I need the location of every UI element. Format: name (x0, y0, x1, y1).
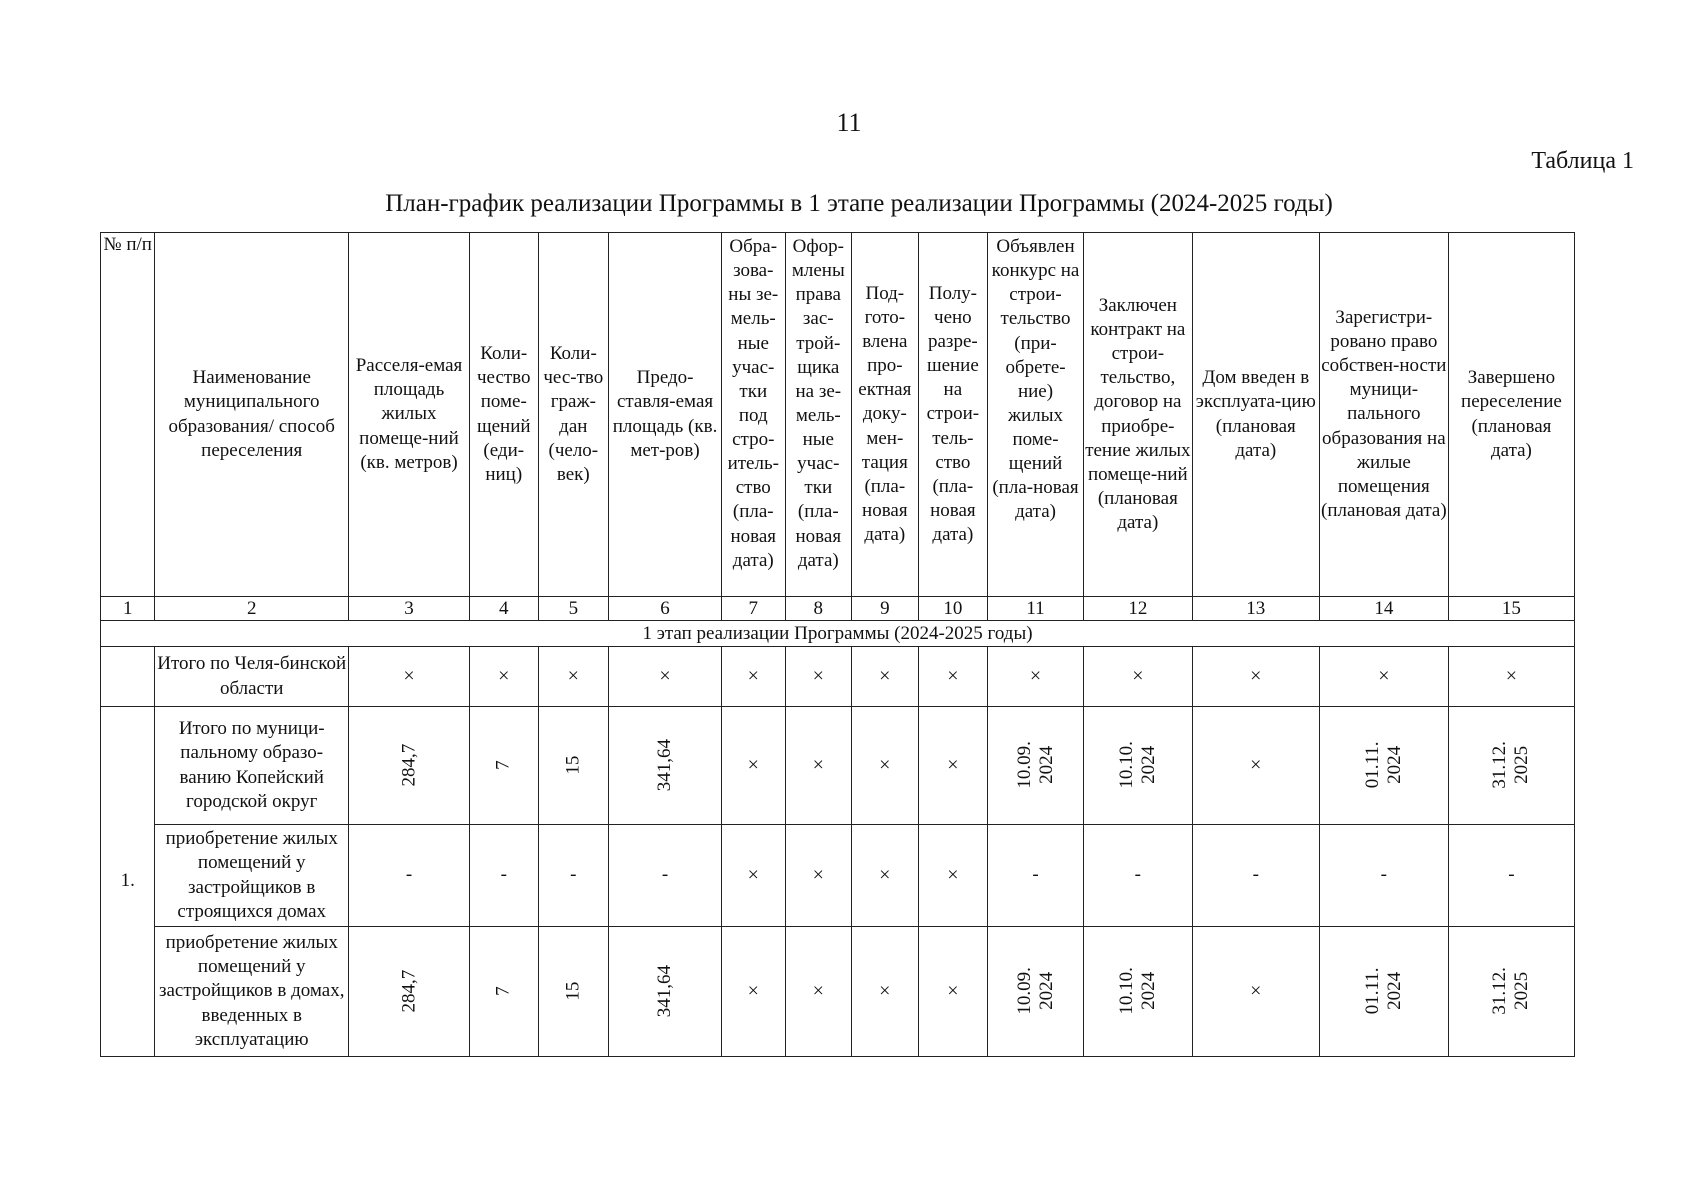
column-number: 4 (469, 597, 538, 621)
column-number: 3 (349, 597, 470, 621)
cell-value: - (1319, 825, 1448, 927)
cell-value: × (918, 825, 988, 927)
table-row (101, 647, 1575, 707)
row-name: Итого по муници-пальному образо-ванию Копейский городской округ (155, 707, 349, 825)
rotated-date: 10.10. 2024 (1116, 741, 1159, 789)
cell-value (609, 707, 722, 825)
cell-value: × (1192, 647, 1319, 707)
cell-value: × (349, 647, 470, 707)
cell-value: × (1192, 927, 1319, 1057)
cell-value (538, 707, 609, 825)
cell-value: - (988, 825, 1084, 927)
cell-value (1319, 927, 1448, 1057)
header-building-permit: Полу-чено разре-шение на строи-тель-ство (пла-новая дата) (918, 233, 988, 597)
cell-value: × (538, 647, 609, 707)
table-row (101, 707, 1575, 825)
column-number: 7 (722, 597, 786, 621)
column-number: 2 (155, 597, 349, 621)
cell-value (1448, 707, 1574, 825)
cell-value: × (918, 647, 988, 707)
cell-value: × (1083, 647, 1192, 707)
cell-value (1319, 707, 1448, 825)
cell-value (349, 707, 470, 825)
cell-value: × (785, 707, 852, 825)
column-number: 6 (609, 597, 722, 621)
plan-schedule-table (100, 232, 1575, 1057)
header-nr: № п/п (101, 233, 155, 597)
rotated-date: 10.09. 2024 (1013, 741, 1057, 789)
cell-value: × (852, 647, 919, 707)
cell-value: × (722, 647, 786, 707)
table-row (101, 825, 1575, 927)
cell-value: × (988, 647, 1084, 707)
row-name: приобретение жилых помещений у застройщиков в домах, введенных в эксплуатацию (155, 927, 349, 1057)
cell-value: × (785, 825, 852, 927)
stage-label: 1 этап реализации Программы (2024-2025 годы) (101, 621, 1575, 647)
cell-value (988, 707, 1084, 825)
cell-value: × (722, 707, 786, 825)
column-number: 13 (1192, 597, 1319, 621)
header-provided-area: Предо-ставля-емая площадь (кв. мет-ров) (609, 233, 722, 597)
header-project-docs: Под-гото-влена про-ектная доку-мен-тация (пла-новая дата) (852, 233, 919, 597)
cell-value (1448, 927, 1574, 1057)
cell-value: × (852, 927, 919, 1057)
column-number: 8 (785, 597, 852, 621)
cell-value (1083, 707, 1192, 825)
cell-value: - (349, 825, 470, 927)
document-title: План-график реализации Программы в 1 этапе реализации Программы (2024-2025 годы) (385, 190, 1333, 217)
cell-value (538, 927, 609, 1057)
header-citizens-count: Коли-чес-тво граж-дан (чело-век) (538, 233, 609, 597)
rotated-date: 31.12. 2025 (1489, 741, 1533, 789)
cell-value: × (722, 927, 786, 1057)
column-number: 15 (1448, 597, 1574, 621)
cell-value (988, 927, 1084, 1057)
rotated-value: 15 (562, 982, 584, 1001)
row-name: Итого по Челя-бинской области (155, 647, 349, 707)
cell-value: - (1192, 825, 1319, 927)
cell-value: × (918, 707, 988, 825)
row-number: 1. (101, 707, 155, 1057)
cell-value: × (469, 647, 538, 707)
header-resettled-area: Расселя-емая площадь жилых помеще-ний (кв. метров) (349, 233, 470, 597)
column-numbers-row (101, 597, 1575, 621)
cell-value: - (1083, 825, 1192, 927)
cell-value: × (918, 927, 988, 1057)
column-number: 5 (538, 597, 609, 621)
cell-value: × (852, 707, 919, 825)
rotated-date: 31.12. 2025 (1489, 967, 1533, 1015)
header-developer-rights: Офор-млены права зас-трой-щика на зе-мель-ные учас-тки (пла-новая дата) (785, 233, 852, 597)
column-number: 10 (918, 597, 988, 621)
column-number: 1 (101, 597, 155, 621)
cell-value: × (1192, 707, 1319, 825)
header-municipality: Наименование муниципального образования/ способ переселения (155, 233, 349, 597)
rotated-value: 7 (492, 760, 514, 771)
rotated-value: 284,7 (397, 970, 419, 1013)
cell-value (609, 927, 722, 1057)
cell-value (469, 707, 538, 825)
column-number: 12 (1083, 597, 1192, 621)
header-resettlement-completed: Завершено переселение (плановая дата) (1448, 233, 1574, 597)
rotated-date: 01.11. 2024 (1361, 967, 1405, 1015)
cell-value (469, 927, 538, 1057)
column-number: 11 (988, 597, 1084, 621)
rotated-value: 15 (562, 756, 584, 775)
cell-value: × (785, 927, 852, 1057)
cell-value: - (538, 825, 609, 927)
cell-value: × (722, 825, 786, 927)
cell-value: × (1448, 647, 1574, 707)
column-number: 14 (1319, 597, 1448, 621)
stage-row (101, 621, 1575, 647)
cell-value: × (852, 825, 919, 927)
column-number: 9 (852, 597, 919, 621)
cell-value: × (1319, 647, 1448, 707)
rotated-value: 284,7 (397, 744, 419, 787)
cell-value: × (609, 647, 722, 707)
header-rooms-count: Коли-чество поме-щений (еди-ниц) (469, 233, 538, 597)
cell-value: - (1448, 825, 1574, 927)
row-number (101, 647, 155, 707)
rotated-date: 01.11. 2024 (1361, 741, 1405, 789)
table-row (101, 927, 1575, 1057)
row-name: приобретение жилых помещений у застройщиков в строящихся домах (155, 825, 349, 927)
table-label: Таблица 1 (1531, 148, 1634, 174)
rotated-value: 341,64 (653, 965, 675, 1018)
cell-value: × (785, 647, 852, 707)
header-tender-announced: Объявлен конкурс на строи-тельство (при-обрете-ние) жилых поме-щений (пла-новая дата) (988, 233, 1084, 597)
header-contract-signed: Заключен контракт на строи-тельство, договор на приобре-тение жилых помеще-ний (плановая дата) (1083, 233, 1192, 597)
rotated-date: 10.09. 2024 (1013, 967, 1057, 1015)
header-ownership-registered: Зарегистри-ровано право собствен-ности муници-пального образования на жилые помещения (плановая дата) (1319, 233, 1448, 597)
cell-value: - (609, 825, 722, 927)
page-number: 11 (836, 108, 862, 137)
header-house-commissioned: Дом введен в эксплуата-цию (плановая дата) (1192, 233, 1319, 597)
cell-value: - (469, 825, 538, 927)
rotated-value: 341,64 (653, 739, 675, 792)
header-land-plots-formed: Обра-зова-ны зе-мель-ные учас-тки под стро-итель-ство (пла-новая дата) (722, 233, 786, 597)
header-row (101, 233, 1575, 597)
rotated-date: 10.10. 2024 (1116, 967, 1159, 1015)
cell-value (349, 927, 470, 1057)
rotated-value: 7 (492, 986, 514, 997)
cell-value (1083, 927, 1192, 1057)
